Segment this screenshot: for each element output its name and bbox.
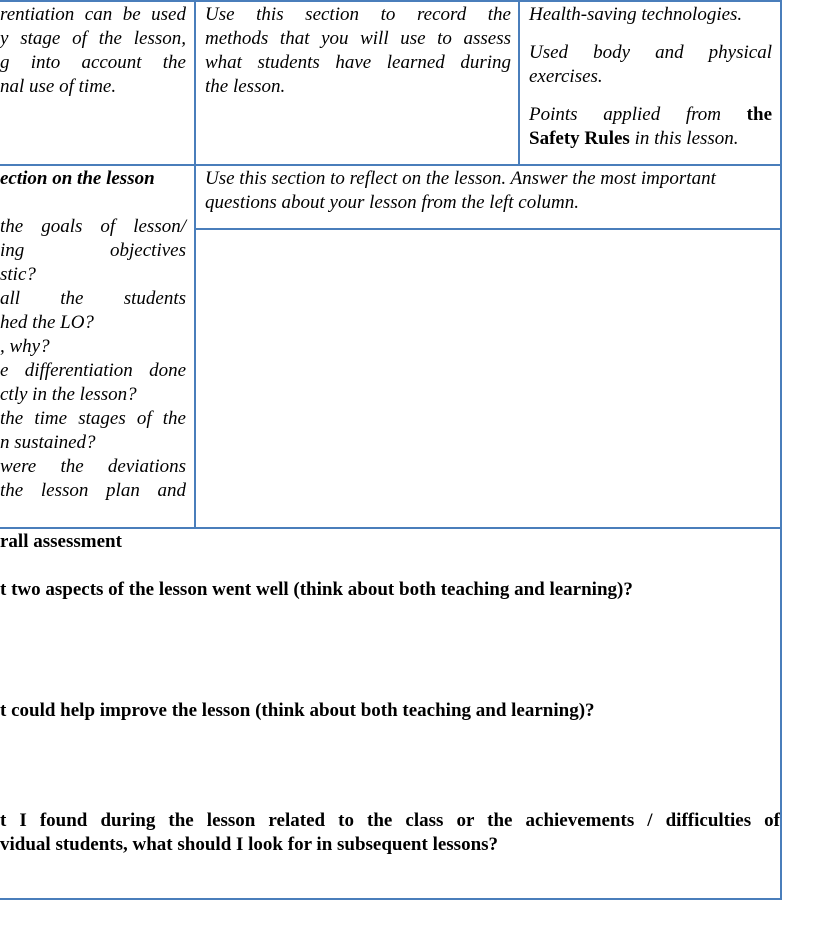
differentiation-line: nal use of time. (0, 76, 117, 97)
row-divider-1 (0, 164, 782, 166)
table-bottom-border (0, 898, 782, 900)
reflection-instruction-line: questions about your lesson from the left column. (205, 192, 579, 213)
safety-rules-text: Safety Rules (529, 128, 630, 149)
column-divider-1 (194, 0, 196, 529)
findings-question (0, 809, 780, 857)
the-text: the (746, 104, 772, 125)
reflection-heading: ection on the lesson (0, 168, 155, 189)
question-line: the time stages of the (0, 408, 186, 429)
findings-question-line: vidual students, what should I look for in subsequent lessons? (0, 834, 499, 855)
differentiation-line: y stage of the lesson, (0, 28, 186, 49)
question-line: stic? (0, 264, 36, 285)
improve-question: t could help improve the lesson (think about both teaching and learning)? (0, 700, 595, 721)
assessment-line: what students have learned during (205, 52, 511, 73)
question-line: were the deviations (0, 456, 186, 477)
table-top-border (0, 0, 782, 2)
assessment-line: Use this section to record the (205, 4, 511, 25)
health-safety-cell (529, 3, 772, 151)
reflection-questions (0, 215, 186, 503)
differentiation-line: rentiation can be used (0, 4, 186, 25)
question-line: the lesson plan and (0, 480, 186, 501)
improve-answer-area[interactable] (0, 727, 778, 807)
column-divider-2 (518, 0, 520, 166)
safety-rules-line-2 (529, 127, 772, 151)
reflection-instruction (205, 167, 773, 215)
question-line: all the students (0, 288, 186, 309)
physical-exercises-line: exercises. (529, 66, 603, 87)
reflection-answer-area[interactable] (197, 231, 779, 526)
table-right-border (780, 0, 782, 900)
health-saving-text: Health-saving technologies. (529, 4, 743, 25)
question-line: the goals of lesson/ (0, 216, 186, 237)
points-applied-text: Points applied from (529, 104, 722, 125)
assessment-line: the lesson. (205, 76, 286, 97)
question-line: , why? (0, 336, 50, 357)
overall-assessment-heading: rall assessment (0, 531, 122, 552)
physical-exercises-line: Used body and physical (529, 42, 772, 63)
differentiation-line: g into account the (0, 52, 186, 73)
question-line: hed the LO? (0, 312, 94, 333)
row-divider-3 (0, 527, 782, 529)
safety-rules-line-1 (529, 103, 772, 127)
question-line: n sustained? (0, 432, 96, 453)
question-line: ctly in the lesson? (0, 384, 137, 405)
findings-question-line: t I found during the lesson related to the class or the achievements / difficulties of (0, 810, 780, 831)
reflection-instruction-line: Use this section to reflect on the lesson. Answer the most important (205, 168, 716, 189)
in-this-lesson-text: in this lesson. (629, 128, 739, 149)
row-divider-2 (195, 228, 782, 230)
went-well-question: t two aspects of the lesson went well (think about both teaching and learning)? (0, 579, 633, 600)
question-line: ing objectives (0, 240, 186, 261)
went-well-answer-area[interactable] (0, 606, 778, 696)
assessment-cell (205, 3, 511, 99)
assessment-line: methods that you will use to assess (205, 28, 511, 49)
question-line: e differentiation done (0, 360, 186, 381)
differentiation-cell (0, 3, 186, 99)
